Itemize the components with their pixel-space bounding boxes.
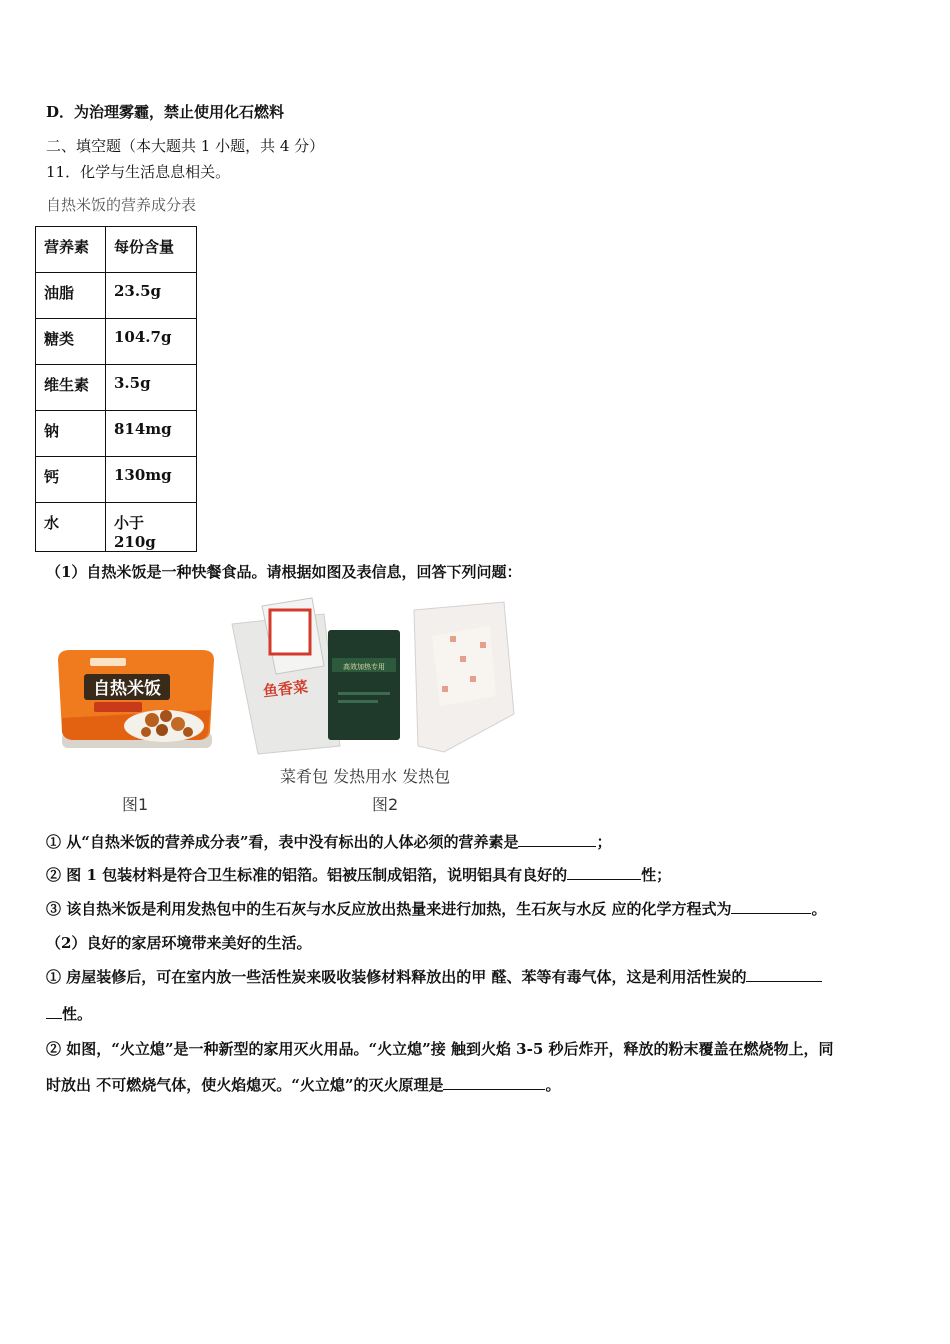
part2-question2-line1: ② 如图，“火立熄”是一种新型的家用灭火用品。“火立熄”接 触到火焰 3-5 秒后炸开，释放的粉末覆盖在燃烧物上，同 — [46, 1040, 834, 1058]
part1-question3-text: ③ 该自热米饭是利用发热包中的生石灰与水反应放出热量来进行加热，生石灰与水反 应的化学方程式为 — [46, 900, 732, 918]
answer-blank[interactable] — [46, 1004, 62, 1019]
table-cell: 维生素 — [36, 365, 106, 411]
table-header-row — [36, 227, 197, 273]
part1-question2-end: 性； — [641, 866, 672, 884]
question-stem: 11．化学与生活息息相关。 — [46, 163, 231, 181]
table-cell: 814mg — [106, 411, 197, 457]
part1-question3 — [46, 899, 826, 919]
answer-blank[interactable] — [746, 967, 822, 982]
part1-question1 — [46, 832, 612, 852]
part2-question2-text: 时放出 不可燃烧气体，使火焰熄灭。“火立熄”的灭火原理是 — [46, 1076, 444, 1094]
table-caption: 自热米饭的营养成分表 — [46, 196, 197, 214]
option-d: D．为治理雾霾，禁止使用化石燃料 — [46, 103, 285, 121]
part1-intro: （1）自热米饭是一种快餐食品。请根据如图及表信息，回答下列问题： — [46, 563, 522, 581]
table-header-cell: 每份含量 — [106, 227, 197, 273]
answer-blank[interactable] — [731, 899, 811, 914]
part2-intro: （2）良好的家居环境带来美好的生活。 — [46, 934, 312, 952]
figure2-bag2-text: 高效加热专用 — [343, 663, 385, 671]
figure1-package-text: 自热米饭 — [93, 679, 161, 699]
part1-question1-end: ； — [596, 833, 612, 851]
figure2-label: 图2 — [372, 795, 399, 814]
table-row — [36, 411, 197, 457]
part1-question1-text: ① 从“自热米饭的营养成分表”看，表中没有标出的人体必须的营养素是 — [46, 833, 519, 851]
table-row — [36, 365, 197, 411]
table-header-cell: 营养素 — [36, 227, 106, 273]
figure2-bag1-text: 鱼香菜 — [262, 677, 309, 701]
part2-question1 — [46, 967, 822, 987]
figure1-rice-box-illustration — [48, 640, 224, 752]
part1-question2 — [46, 865, 671, 885]
section-title: 二、填空题（本大题共 1 小题，共 4 分） — [46, 137, 325, 155]
figure2-items-caption: 菜肴包 发热用水 发热包 — [280, 767, 451, 786]
part1-question2-text: ② 图 1 包装材料是符合卫生标准的铝箔。铝被压制成铝箔，说明铝具有良好的 — [46, 866, 568, 884]
figure2-packets-illustration — [228, 596, 518, 756]
table-row — [36, 319, 197, 365]
table-cell: 小于 210g — [106, 503, 197, 552]
table-cell: 23.5g — [106, 273, 197, 319]
answer-blank[interactable] — [443, 1075, 545, 1090]
part2-question1-cont — [46, 1004, 92, 1024]
table-row — [36, 273, 197, 319]
part2-question2-line2 — [46, 1075, 561, 1095]
part2-question2-end: 。 — [545, 1076, 561, 1094]
table-cell: 130mg — [106, 457, 197, 503]
answer-blank[interactable] — [567, 865, 641, 880]
table-cell: 3.5g — [106, 365, 197, 411]
table-row — [36, 503, 197, 552]
table-cell: 油脂 — [36, 273, 106, 319]
answer-blank[interactable] — [518, 832, 596, 847]
table-row — [36, 457, 197, 503]
table-cell: 糖类 — [36, 319, 106, 365]
table-cell: 水 — [36, 503, 106, 552]
table-cell: 钙 — [36, 457, 106, 503]
table-cell: 104.7g — [106, 319, 197, 365]
part1-question3-end: 。 — [811, 900, 827, 918]
part2-question1-end: 性。 — [62, 1005, 93, 1023]
nutrition-table — [35, 226, 197, 552]
part2-question1-text: ① 房屋装修后，可在室内放一些活性炭来吸收装修材料释放出的甲 醛、苯等有毒气体，这是利用活性炭的 — [46, 968, 747, 986]
table-cell: 钠 — [36, 411, 106, 457]
figure1-label: 图1 — [122, 795, 149, 814]
